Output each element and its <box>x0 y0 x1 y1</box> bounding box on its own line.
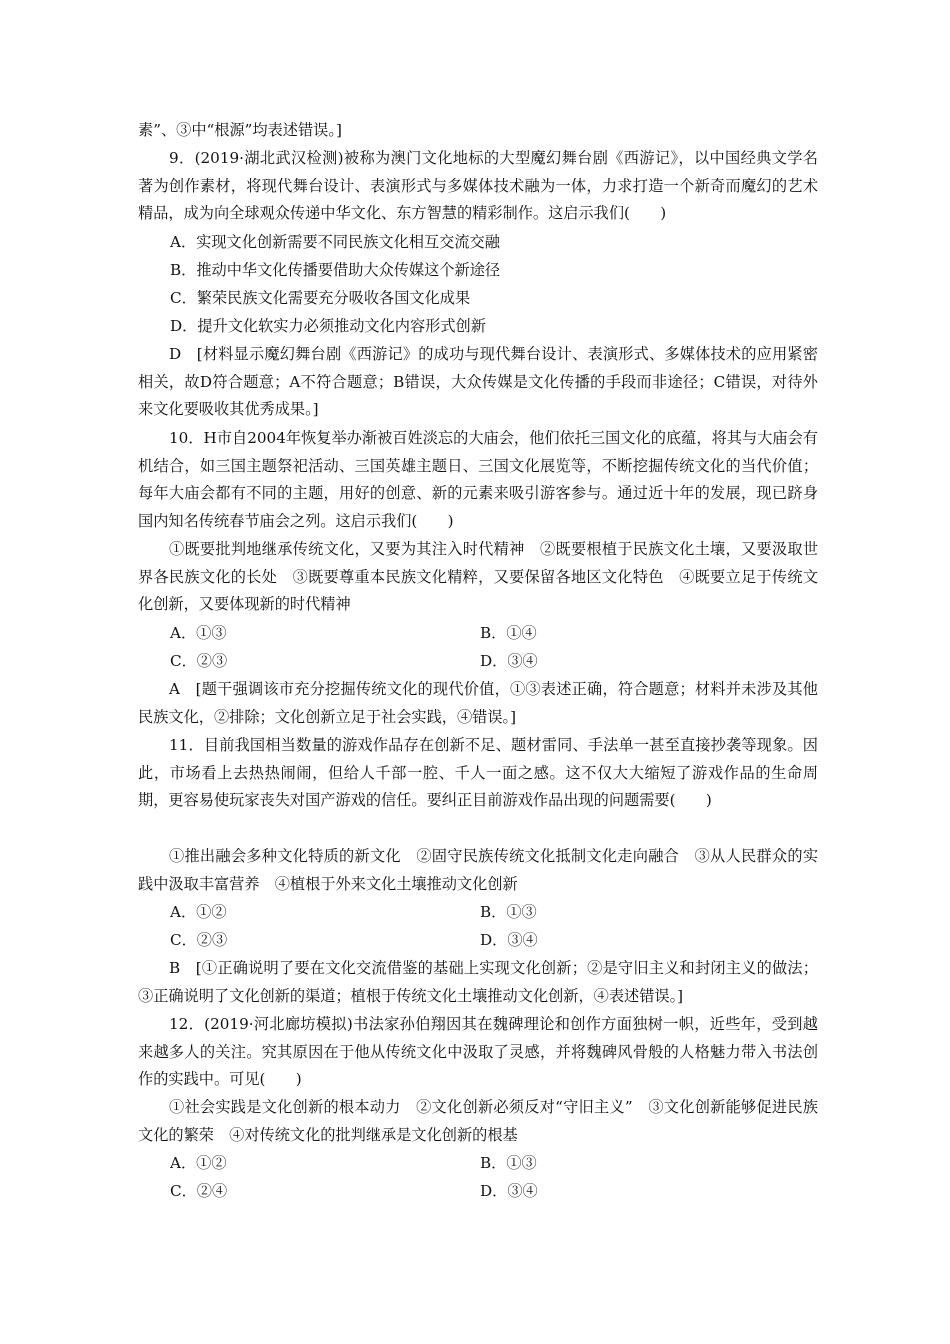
question-11-answer: B [①正确说明了要在文化交流借鉴的基础上实现文化创新；②是守旧主义和封闭主义的做法；③正确说明了文化创新的渠道；植根于传统文化土壤推动文化创新，④表述错误。] <box>138 959 818 1005</box>
question-11-statements: ①推出融会多种文化特质的新文化 ②固守民族传统文化抵制文化走向融合 ③从人民群众的实践中汲取丰富营养 ④植根于外来文化土壤推动文化创新 <box>138 847 818 893</box>
question-10-option-d: D．③④ <box>480 652 538 670</box>
question-12-option-d: D．③④ <box>480 1182 538 1200</box>
question-9-option-d: D．提升文化软实力必须推动文化内容形式创新 <box>170 317 486 335</box>
question-11-option-c: C．②③ <box>170 931 228 949</box>
question-10-option-c: C．②③ <box>170 652 228 670</box>
question-12-option-c: C．②④ <box>170 1182 228 1200</box>
question-11-option-b: B．①③ <box>480 903 537 921</box>
question-9-answer: D [材料显示魔幻舞台剧《西游记》的成功与现代舞台设计、表演形式、多媒体技术的应用紧密相关，故D符合题意；A不符合题意；B错误，大众传媒是文化传播的手段而非途径；C错误，对待外来文化要吸收其优秀成果。] <box>138 345 818 419</box>
question-10-option-b: B．①④ <box>480 624 537 642</box>
question-12-statements: ①社会实践是文化创新的根本动力 ②文化创新必须反对“守旧主义” ③文化创新能够促进民族文化的繁荣 ④对传统文化的批判继承是文化创新的根基 <box>138 1098 818 1144</box>
question-9-option-b: B．推动中华文化传播要借助大众传媒这个新途径 <box>170 261 501 279</box>
question-10-answer: A [题干强调该市充分挖掘传统文化的现代价值，①③表述正确，符合题意；材料并未涉及其他民族文化，②排除；文化创新立足于社会实践，④错误。] <box>138 680 818 726</box>
question-10-statements: ①既要批判地继承传统文化，又要为其注入时代精神 ②既要根植于民族文化土壤，又要汲取世界各民族文化的长处 ③既要尊重本民族文化精粹，又要保留各地区文化特色 ④既要立足于传统文化创新，又要体现新的时代精神 <box>138 540 818 614</box>
question-9-stem: 9．(2019·湖北武汉检测)被称为澳门文化地标的大型魔幻舞台剧《西游记》，以中国经典文学名著为创作素材，将现代舞台设计、表演形式与多媒体技术融为一体，力求打造一个新奇而魔幻的艺术精品，成为向全球观众传递中华文化、东方智慧的精彩制作。这启示我们( ) <box>138 149 818 223</box>
question-10-stem: 10．H市自2004年恢复举办渐被百姓淡忘的大庙会，他们依托三国文化的底蕴，将其与大庙会有机结合，如三国主题祭祀活动、三国英雄主题日、三国文化展览等，不断挖掘传统文化的当代价值；每年大庙会都有不同的主题，用好的创意、新的元素来吸引游客参与。通过近十年的发展，现已跻身国内知名传统春节庙会之列。这启示我们( ) <box>138 429 818 530</box>
question-12-option-b: B．①③ <box>480 1154 537 1172</box>
question-12-option-a: A．①② <box>170 1154 227 1172</box>
question-11-option-d: D．③④ <box>480 931 538 949</box>
question-10-option-a: A．①③ <box>170 624 227 642</box>
question-11-stem: 11．目前我国相当数量的游戏作品存在创新不足、题材雷同、手法单一甚至直接抄袭等现象。因此，市场看上去热热闹闹，但给人千部一腔、千人一面之感。这不仅大大缩短了游戏作品的生命周期，更容易使玩家丧失对国产游戏的信任。要纠正目前游戏作品出现的问题需要( ) <box>138 736 818 810</box>
question-9-option-a: A．实现文化创新需要不同民族文化相互交流交融 <box>170 233 500 251</box>
question-11-option-a: A．①② <box>170 903 227 921</box>
question-12-stem: 12．(2019·河北廊坊模拟)书法家孙伯翔因其在魏碑理论和创作方面独树一帜，近些年，受到越来越多人的关注。究其原因在于他从传统文化中汲取了灵感，并将魏碑风骨般的人格魅力带入书法创作的实践中。可见( ) <box>138 1015 818 1089</box>
previous-answer-tail: 素”、③中“根源”均表述错误。] <box>138 121 342 139</box>
question-9-option-c: C．繁荣民族文化需要充分吸收各国文化成果 <box>170 289 471 307</box>
